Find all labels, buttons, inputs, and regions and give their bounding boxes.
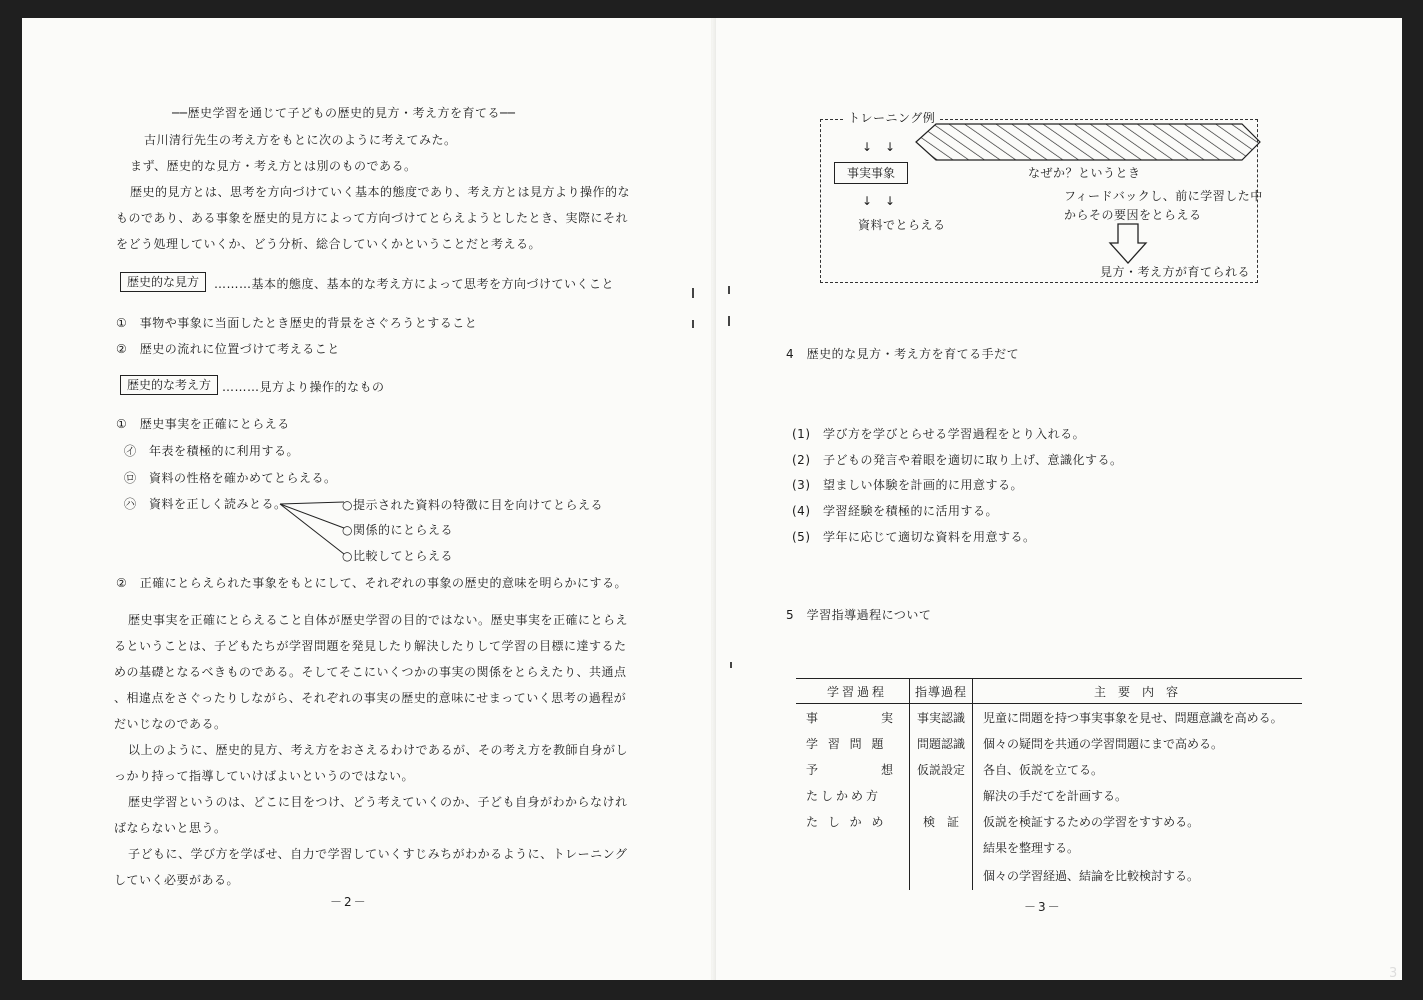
body-line-9: ばならないと思う。 xyxy=(114,821,227,835)
table-cell: 事 実 xyxy=(806,710,897,725)
feedback-line-2: からその要因をとらえる xyxy=(1064,208,1202,222)
body-line-4: 、相違点をさぐったりしながら、それぞれの事実の歴史的意味にせまっていく思考の過程が xyxy=(114,691,627,705)
table-cell xyxy=(910,782,973,808)
body-line-11: していく必要がある。 xyxy=(114,873,240,887)
table-cell: たしかめ方 xyxy=(806,788,882,803)
table-row xyxy=(796,834,1302,860)
section-4-item-5: (5) 学年に応じて適切な資料を用意する。 xyxy=(792,530,1036,544)
kangaekata-item-1: ① 歴史事実を正確にとらえる xyxy=(116,417,290,431)
body-line-10: 子どもに、学び方を学ばせ、自力で学習していくすじみちがわかるように、トレーニング xyxy=(128,847,628,861)
table-cell: 結果を整理する。 xyxy=(973,834,1303,860)
table-cell xyxy=(796,860,910,890)
branch-lines xyxy=(278,494,348,564)
mikata-label-box: 歴史的な見方 xyxy=(120,272,206,292)
staple-mark xyxy=(692,288,694,298)
branch-item-2: ○関係的にとらえる xyxy=(342,523,453,537)
section-4-item-4: (4) 学習経験を積極的に活用する。 xyxy=(792,504,998,518)
table-cell xyxy=(910,860,973,890)
capture-by-material: 資料でとらえる xyxy=(858,218,946,232)
table-cell: 事実認識 xyxy=(910,704,973,731)
table-cell: 問題認識 xyxy=(910,730,973,756)
table-cell xyxy=(910,834,973,860)
table-cell: 各自、仮説を立てる。 xyxy=(973,756,1303,782)
branch-item-3: ○比較してとらえる xyxy=(342,549,453,563)
right-page xyxy=(716,18,1402,980)
table-cell: 予 想 xyxy=(806,762,897,777)
staple-mark xyxy=(730,662,732,668)
kangaekata-sub-ha: ㋩ 資料を正しく読みとる。 xyxy=(124,497,287,511)
hollow-down-arrow xyxy=(1108,223,1148,265)
feedback-line-1: フィードバックし、前に学習した中 xyxy=(1064,189,1263,203)
kangaekata-sub-i: ㋑ 年表を積極的に利用する。 xyxy=(124,444,300,458)
table-cell: 解決の手だてを計画する。 xyxy=(973,782,1303,808)
table-row xyxy=(796,860,1302,890)
section-4-item-2: (2) 子どもの発言や着眼を適切に取り上げ、意識化する。 xyxy=(792,453,1123,467)
table-cell: 検 証 xyxy=(910,808,973,834)
intro-line-1: 古川清行先生の考え方をもとに次のように考えてみた。 xyxy=(144,133,457,147)
table-cell: 児童に問題を持つ事実事象を見せ、問題意識を高める。 xyxy=(973,704,1303,731)
subtitle: ──歴史学習を通じて子どもの歴史的見方・考え方を育てる── xyxy=(172,106,516,120)
table-row xyxy=(796,730,1302,756)
corner-mark: 3 xyxy=(1389,966,1398,981)
intro-line-2: まず、歴史的な見方・考え方とは別のものである。 xyxy=(130,159,417,173)
branch-item-1: ○提示された資料の特徴に目を向けてとらえる xyxy=(342,498,603,512)
page-number-left: －2－ xyxy=(330,895,368,909)
table-row xyxy=(796,782,1302,808)
staple-mark xyxy=(728,316,730,326)
table-row xyxy=(796,704,1302,731)
table-header: 主要内容 xyxy=(973,679,1303,704)
definition-line-1: 歴史的見方とは、思考を方向づけていく基本的態度であり、考え方とは見方より操作的な xyxy=(130,185,631,199)
body-line-6: 以上のように、歴史的見方、考え方をおさえるわけであるが、その考え方を教師自身がし xyxy=(128,743,629,757)
table-cell: 学 習 問 題 xyxy=(806,736,887,751)
table-cell: 個々の学習経過、結論を比較検討する。 xyxy=(973,860,1303,890)
staple-mark xyxy=(692,320,694,328)
table-row xyxy=(796,808,1302,834)
arrows-down-mid: ↓ ↓ xyxy=(862,194,896,208)
diagram-result: 見方・考え方が育てられる xyxy=(1100,265,1251,279)
table-cell: 仮説を検証するための学習をすすめる。 xyxy=(973,808,1303,834)
learning-process-table xyxy=(796,678,1302,890)
body-line-1: 歴史事実を正確にとらえること自体が歴史学習の目的ではない。歴史事実を正確にとらえ xyxy=(128,613,629,627)
mikata-description: ………基本的態度、基本的な考え方によって思考を方向づけていくこと xyxy=(214,277,615,291)
table-cell: 仮説設定 xyxy=(910,756,973,782)
table-cell: 個々の疑問を共通の学習問題にまで高める。 xyxy=(973,730,1303,756)
kangaekata-label-box: 歴史的な考え方 xyxy=(120,375,218,395)
section-5-heading: 5 学習指導過程について xyxy=(786,608,932,622)
section-4-item-1: (1) 学び方を学びとらせる学習過程をとり入れる。 xyxy=(792,427,1086,441)
table-header-row xyxy=(796,679,1302,704)
table-header: 学習過程 xyxy=(796,679,910,704)
hatched-progress-arrow xyxy=(914,122,1264,162)
table-header: 指導過程 xyxy=(910,679,973,704)
section-4-heading: 4 歴史的な見方・考え方を育てる手だて xyxy=(786,347,1020,361)
body-line-2: るということは、子どもたちが学習問題を発見したり解決したりして学習の目標に達するた xyxy=(114,639,627,653)
left-page xyxy=(22,18,711,980)
body-line-3: めの基礎となるべきものである。そしてそこにいくつかの事実の関係をとらえたり、共通点 xyxy=(114,665,627,679)
mikata-item-2: ② 歴史の流れに位置づけて考えること xyxy=(116,342,340,356)
body-line-7: っかり持って指導していけばよいというのではない。 xyxy=(114,769,415,783)
page-number-right: －3－ xyxy=(1024,900,1062,914)
definition-line-2: ものであり、ある事象を歴史的見方によって方向づけてとらえようとしたとき、実際にそれ xyxy=(116,211,629,225)
kangaekata-description: ………見方より操作的なもの xyxy=(222,380,385,394)
kangaekata-item-2: ② 正確にとらえられた事象をもとにして、それぞれの事象の歴史的意味を明らかにする。 xyxy=(116,576,628,590)
table-row xyxy=(796,756,1302,782)
definition-line-3: をどう処理していくか、どう分析、総合していくかということだと考える。 xyxy=(116,237,542,251)
diagram-title: トレーニング例 xyxy=(844,110,939,126)
table-cell xyxy=(796,834,910,860)
arrows-down-top: ↓ ↓ xyxy=(862,140,896,154)
body-line-8: 歴史学習というのは、どこに目をつけ、どう考えていくのか、子ども自身がわからなけれ xyxy=(128,795,628,809)
mikata-item-1: ① 事物や事象に当面したとき歴史的背景をさぐろうとすること xyxy=(116,316,478,330)
staple-mark xyxy=(728,286,730,294)
body-line-5: だいじなのである。 xyxy=(114,717,227,731)
kangaekata-sub-ro: ㋺ 資料の性格を確かめてとらえる。 xyxy=(124,471,337,485)
fact-event-box: 事実事象 xyxy=(834,162,908,184)
why-moment: なぜか？というとき xyxy=(1028,166,1141,180)
section-4-item-3: (3) 望ましい体験を計画的に用意する。 xyxy=(792,478,1023,492)
table-cell: た し か め xyxy=(806,814,887,829)
